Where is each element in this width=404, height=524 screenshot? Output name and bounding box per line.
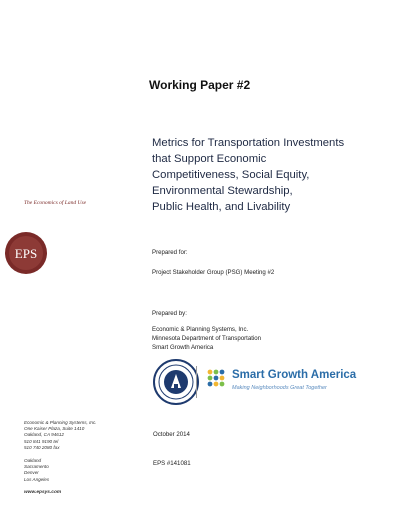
- city: Oakland: [24, 458, 42, 463]
- title-line: Metrics for Transportation Investments: [152, 137, 345, 149]
- address-line: Economic & Planning Systems, Inc.: [24, 420, 97, 425]
- org-item: Minnesota Department of Transportation: [152, 335, 262, 342]
- mndot-seal-icon: [152, 358, 200, 406]
- prepared-for-label: Prepared for:: [152, 249, 188, 256]
- website-link[interactable]: www.epsys.com: [24, 490, 62, 495]
- sga-tagline: Making Neighborhoods Great Together: [232, 385, 327, 391]
- eps-logo-text: EPS: [14, 246, 38, 261]
- document-title: [152, 135, 344, 215]
- city: Los Angeles: [24, 476, 50, 482]
- title-line: Environmental Stewardship,: [152, 185, 293, 197]
- smart-growth-america-logo-icon: [204, 366, 228, 390]
- document-date: October 2014: [153, 431, 190, 438]
- eps-number: EPS #141081: [153, 460, 191, 467]
- working-paper-label: Working Paper #2: [149, 78, 251, 92]
- city: Denver: [24, 470, 39, 476]
- sga-name: Smart Growth America: [232, 369, 357, 381]
- office-cities: [24, 458, 49, 483]
- prepared-by-label: Prepared by:: [152, 310, 187, 317]
- title-line: Competitiveness, Social Equity,: [152, 169, 310, 181]
- address-block: [24, 420, 97, 451]
- city: Sacramento: [24, 464, 49, 470]
- address-line: 510 740 2080 fax: [24, 444, 60, 450]
- address-line: One Kaiser Plaza, Suite 1410: [24, 426, 85, 432]
- org-item: Economic & Planning Systems, Inc.: [152, 326, 249, 333]
- address-line: Oakland, CA 94612: [24, 432, 64, 438]
- prepared-by-list: [152, 325, 261, 352]
- eps-logo: [4, 231, 48, 275]
- title-line: that Support Economic: [152, 153, 267, 165]
- logo-divider: [196, 366, 197, 398]
- prepared-for-value: Project Stakeholder Group (PSG) Meeting #2: [152, 269, 275, 276]
- tagline: The Economics of Land Use: [24, 200, 87, 206]
- org-item: Smart Growth America: [152, 344, 214, 351]
- address-line: 510 841 9190 tel: [24, 438, 59, 444]
- title-line: Public Health, and Livability: [152, 201, 291, 213]
